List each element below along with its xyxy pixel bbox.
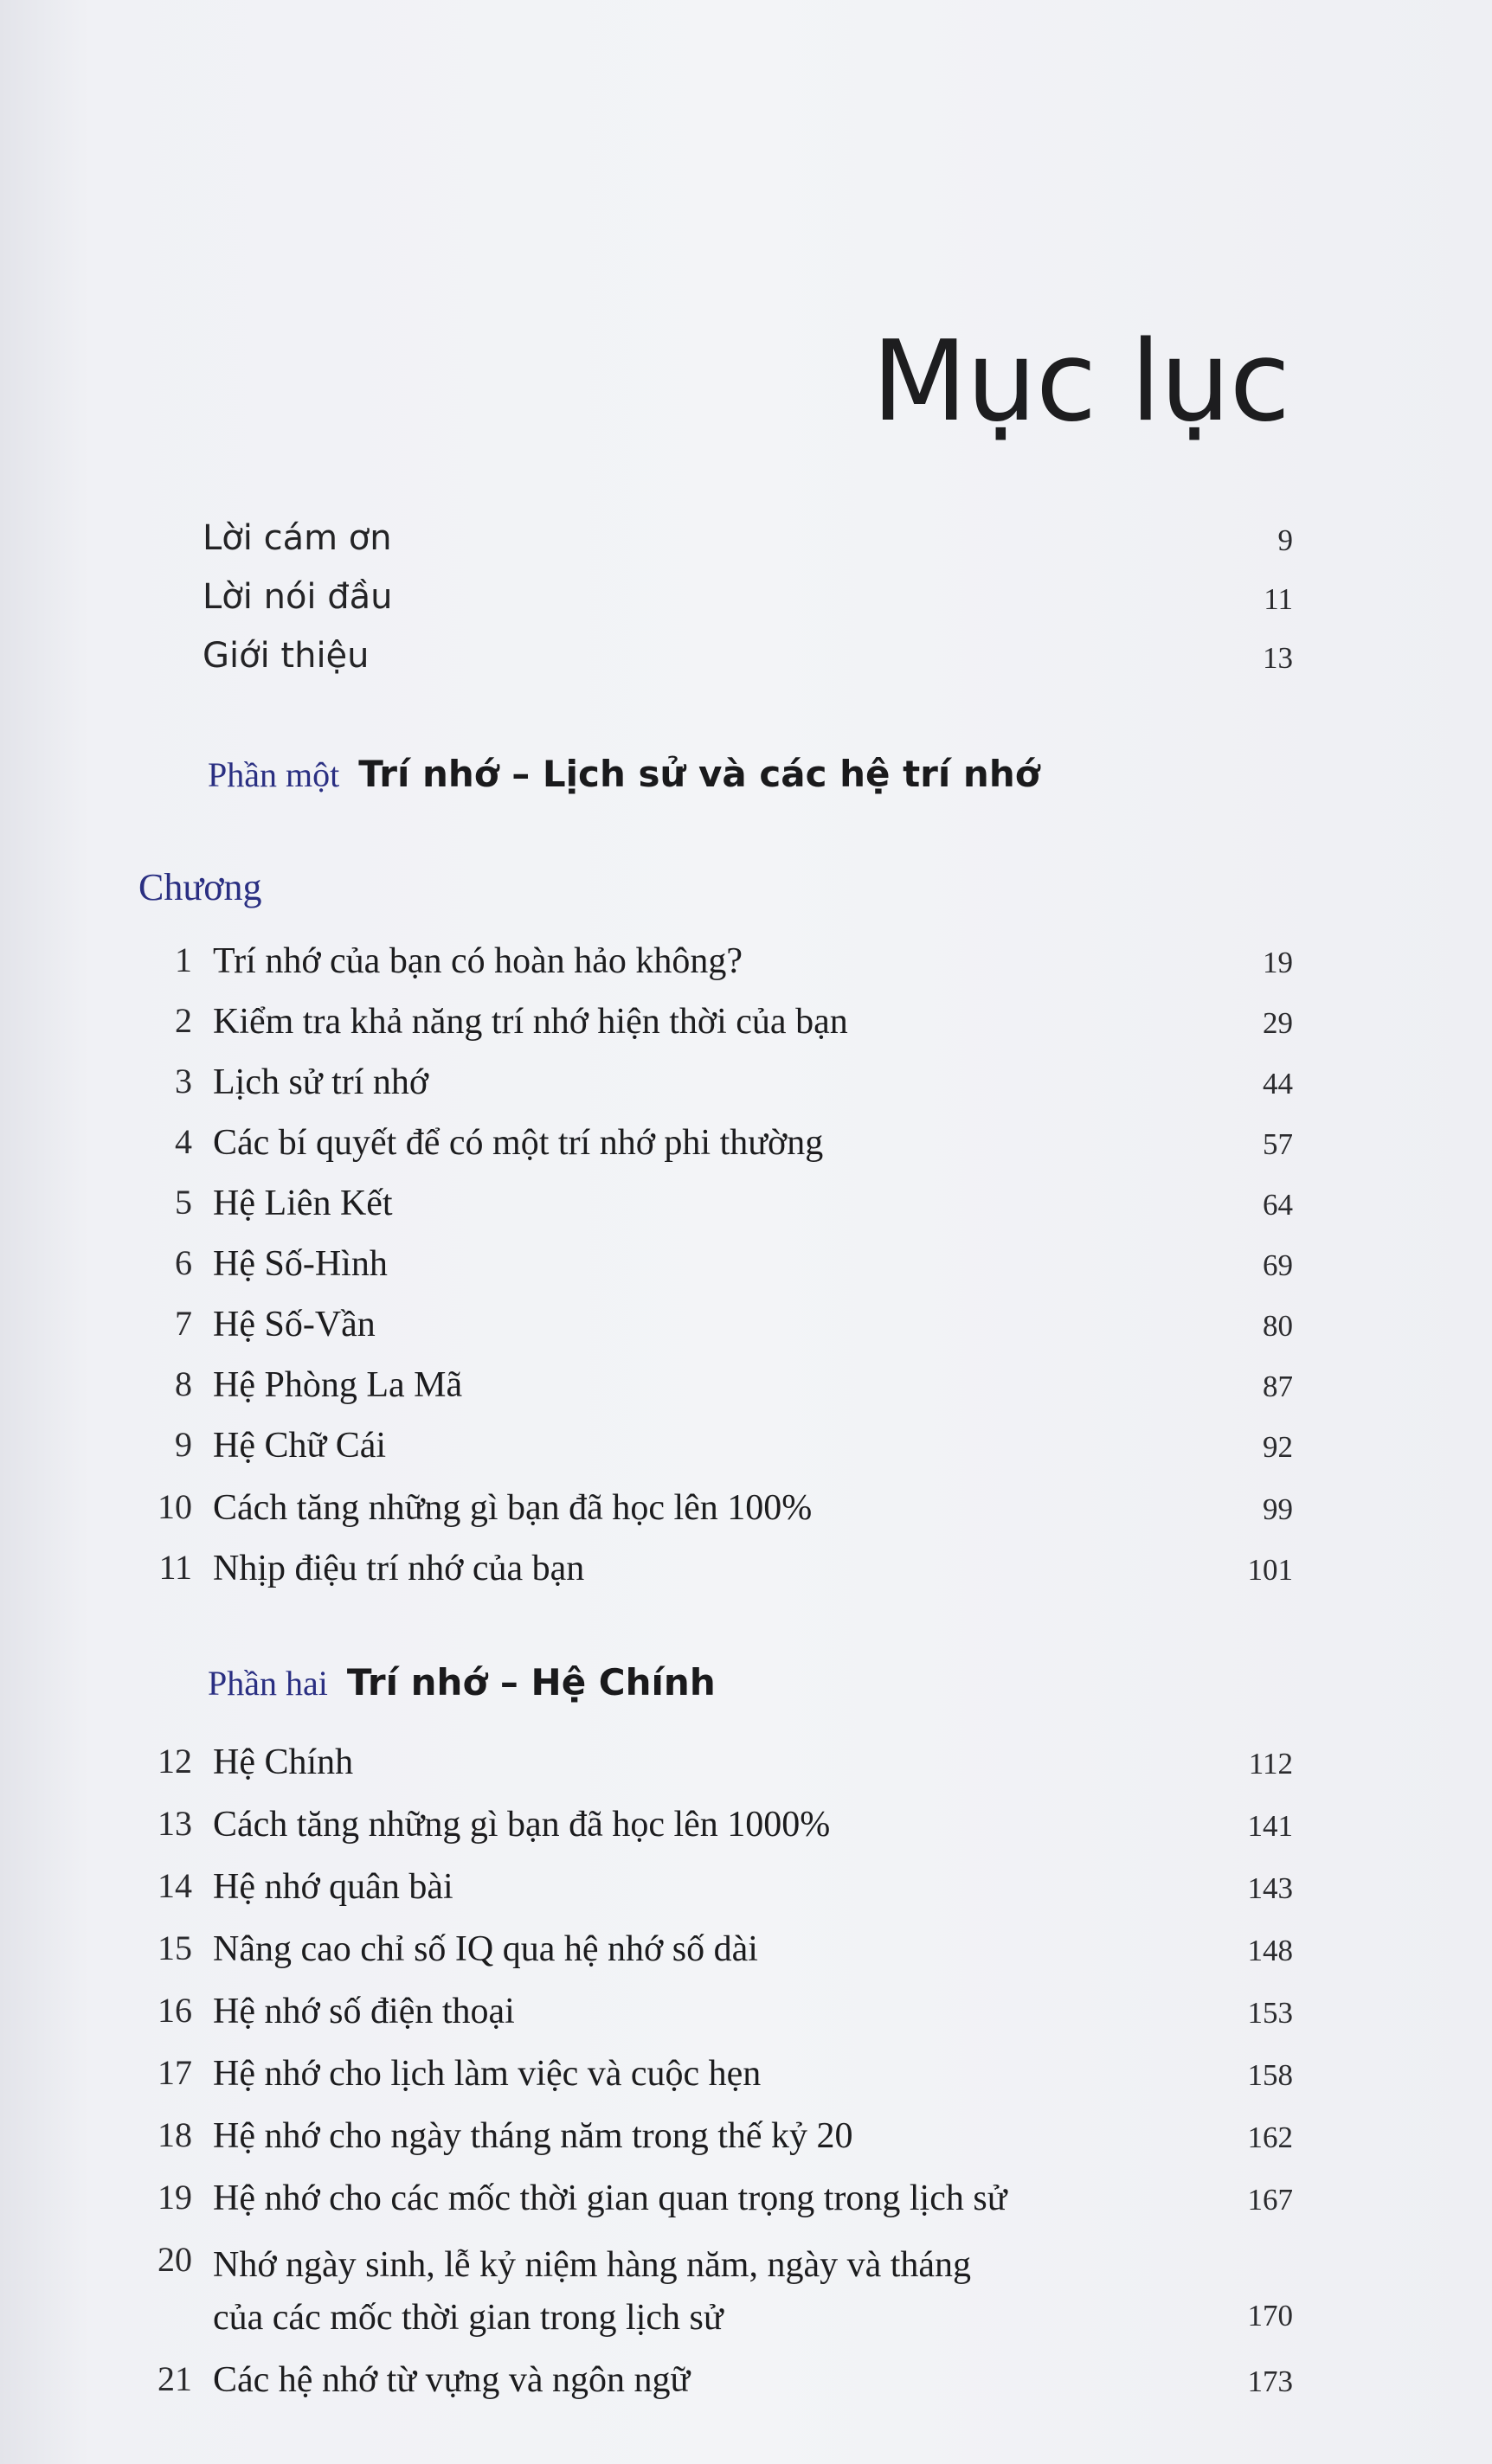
chapter-title: Hệ Số-Vần [213, 1305, 376, 1344]
chapter-row[interactable] [0, 1865, 1492, 1917]
chapter-page: 69 [1263, 1248, 1293, 1282]
chapter-title: Cách tăng những gì bạn đã học lên 100% [213, 1488, 813, 1528]
chapter-title: Các bí quyết để có một trí nhớ phi thường [213, 1123, 824, 1163]
chapter-page: 80 [1263, 1309, 1293, 1343]
chapter-row[interactable] [0, 1000, 1492, 1052]
toc-entry-page: 13 [1263, 641, 1293, 675]
chapter-number: 2 [175, 1001, 192, 1040]
chapter-page: 99 [1263, 1492, 1293, 1526]
chapter-row[interactable] [0, 1928, 1492, 1980]
chapter-number: 13 [158, 1804, 192, 1843]
chapter-row[interactable] [0, 1061, 1492, 1113]
chapter-title: Cách tăng những gì bạn đã học lên 1000% [213, 1805, 831, 1845]
chapter-page: 64 [1263, 1188, 1293, 1222]
chapter-title: Hệ nhớ cho ngày tháng năm trong thế kỷ 20 [213, 2116, 853, 2156]
toc-entry[interactable] [0, 635, 1492, 687]
chapter-number: 14 [158, 1866, 192, 1905]
part-label: Phần một [208, 755, 340, 794]
chapter-page: 87 [1263, 1370, 1293, 1403]
chapter-page: 173 [1247, 2365, 1293, 2398]
chapter-row[interactable] [0, 1182, 1492, 1234]
chapter-number: 20 [158, 2240, 192, 2279]
chapter-title: Hệ Số-Hình [213, 1244, 388, 1284]
chapter-number: 6 [175, 1243, 192, 1282]
part-title: Trí nhớ – Hệ Chính [346, 1661, 716, 1704]
toc-entry[interactable] [0, 517, 1492, 569]
toc-entry-label: Giới thiệu [203, 636, 370, 676]
chapter-page: 153 [1247, 1996, 1293, 2030]
chapter-number: 8 [175, 1364, 192, 1403]
chapter-row[interactable] [0, 1303, 1492, 1355]
chapter-number: 19 [158, 2178, 192, 2217]
chapter-number: 15 [158, 1928, 192, 1967]
chapter-row[interactable] [0, 2177, 1492, 2229]
toc-entry-label: Lời cám ơn [203, 518, 392, 558]
chapter-row[interactable] [0, 2239, 1492, 2343]
part-heading [208, 1661, 716, 1713]
chapter-number: 12 [158, 1742, 192, 1781]
chapter-page: 19 [1263, 946, 1293, 979]
chapter-title: Kiểm tra khả năng trí nhớ hiện thời của bạn [213, 1002, 848, 1042]
chapter-title: Hệ Liên Kết [213, 1184, 393, 1223]
chapter-page: 112 [1248, 1747, 1293, 1781]
chapter-title [213, 2239, 1122, 2345]
chapter-number: 9 [175, 1425, 192, 1464]
chapter-page: 92 [1263, 1430, 1293, 1464]
chapter-page: 167 [1247, 2183, 1293, 2217]
toc-entry-page: 9 [1277, 523, 1293, 557]
part-title: Trí nhớ – Lịch sử và các hệ trí nhớ [358, 753, 1040, 795]
chapter-page: 101 [1247, 1553, 1293, 1587]
chapter-title: Hệ nhớ cho lịch làm việc và cuộc hẹn [213, 2054, 762, 2094]
chapter-number: 10 [158, 1487, 192, 1526]
chapter-row[interactable] [0, 1424, 1492, 1476]
chapter-row[interactable] [0, 1741, 1492, 1793]
chapter-row[interactable] [0, 2052, 1492, 2104]
chapter-title: Nhịp điệu trí nhớ của bạn [213, 1549, 585, 1588]
chapter-row[interactable] [0, 1121, 1492, 1173]
toc-entry-page: 11 [1264, 582, 1293, 616]
part-heading [208, 753, 1040, 805]
chapter-page: 141 [1247, 1809, 1293, 1843]
chapter-title-line: Nhớ ngày sinh, lễ kỷ niệm hàng năm, ngày và tháng [213, 2245, 972, 2285]
toc-entry[interactable] [0, 576, 1492, 628]
part-label: Phần hai [208, 1664, 328, 1703]
chapter-title: Các hệ nhớ từ vựng và ngôn ngữ [213, 2360, 691, 2400]
chapter-row[interactable] [0, 1364, 1492, 1415]
chapter-number: 5 [175, 1183, 192, 1222]
chapter-number: 3 [175, 1062, 192, 1100]
chapter-number: 16 [158, 1991, 192, 2030]
chapter-title: Nâng cao chỉ số IQ qua hệ nhớ số dài [213, 1929, 758, 1969]
chapter-title: Hệ nhớ cho các mốc thời gian quan trọng trong lịch sử [213, 2178, 1007, 2218]
chapter-title: Hệ Chính [213, 1742, 354, 1782]
chapter-number: 17 [158, 2053, 192, 2092]
chapter-page: 170 [1247, 2299, 1293, 2332]
chapter-title: Hệ Phòng La Mã [213, 1365, 463, 1405]
chapter-row[interactable] [0, 1242, 1492, 1294]
chapter-row[interactable] [0, 1486, 1492, 1538]
chapter-heading: Chương [138, 866, 262, 908]
chapter-number: 4 [175, 1122, 192, 1161]
chapter-page: 29 [1263, 1006, 1293, 1040]
chapter-row[interactable] [0, 2114, 1492, 2166]
chapter-page: 143 [1247, 1871, 1293, 1905]
chapter-row[interactable] [0, 2358, 1492, 2410]
chapter-number: 7 [175, 1304, 192, 1343]
chapter-title: Trí nhớ của bạn có hoàn hảo không? [213, 941, 743, 981]
chapter-title: Hệ Chữ Cái [213, 1426, 387, 1466]
chapter-number: 21 [158, 2359, 192, 2398]
toc-entry-label: Lời nói đầu [203, 577, 393, 617]
chapter-page: 162 [1247, 2121, 1293, 2154]
chapter-title: Hệ nhớ quân bài [213, 1867, 453, 1907]
chapter-number: 11 [158, 1548, 192, 1587]
chapter-title-line: của các mốc thời gian trong lịch sử [213, 2297, 723, 2338]
chapter-row[interactable] [0, 1547, 1492, 1599]
chapter-row[interactable] [0, 1990, 1492, 2042]
chapter-number: 1 [175, 940, 192, 979]
chapter-title: Lịch sử trí nhớ [213, 1062, 429, 1102]
page-title: Mục lục [871, 318, 1289, 446]
chapter-page: 57 [1263, 1127, 1293, 1161]
chapter-page: 44 [1263, 1067, 1293, 1100]
chapter-number: 18 [158, 2115, 192, 2154]
chapter-page: 148 [1247, 1934, 1293, 1967]
chapter-title: Hệ nhớ số điện thoại [213, 1992, 515, 2031]
chapter-row[interactable] [0, 940, 1492, 991]
chapter-row[interactable] [0, 1803, 1492, 1855]
chapter-page: 158 [1247, 2058, 1293, 2092]
